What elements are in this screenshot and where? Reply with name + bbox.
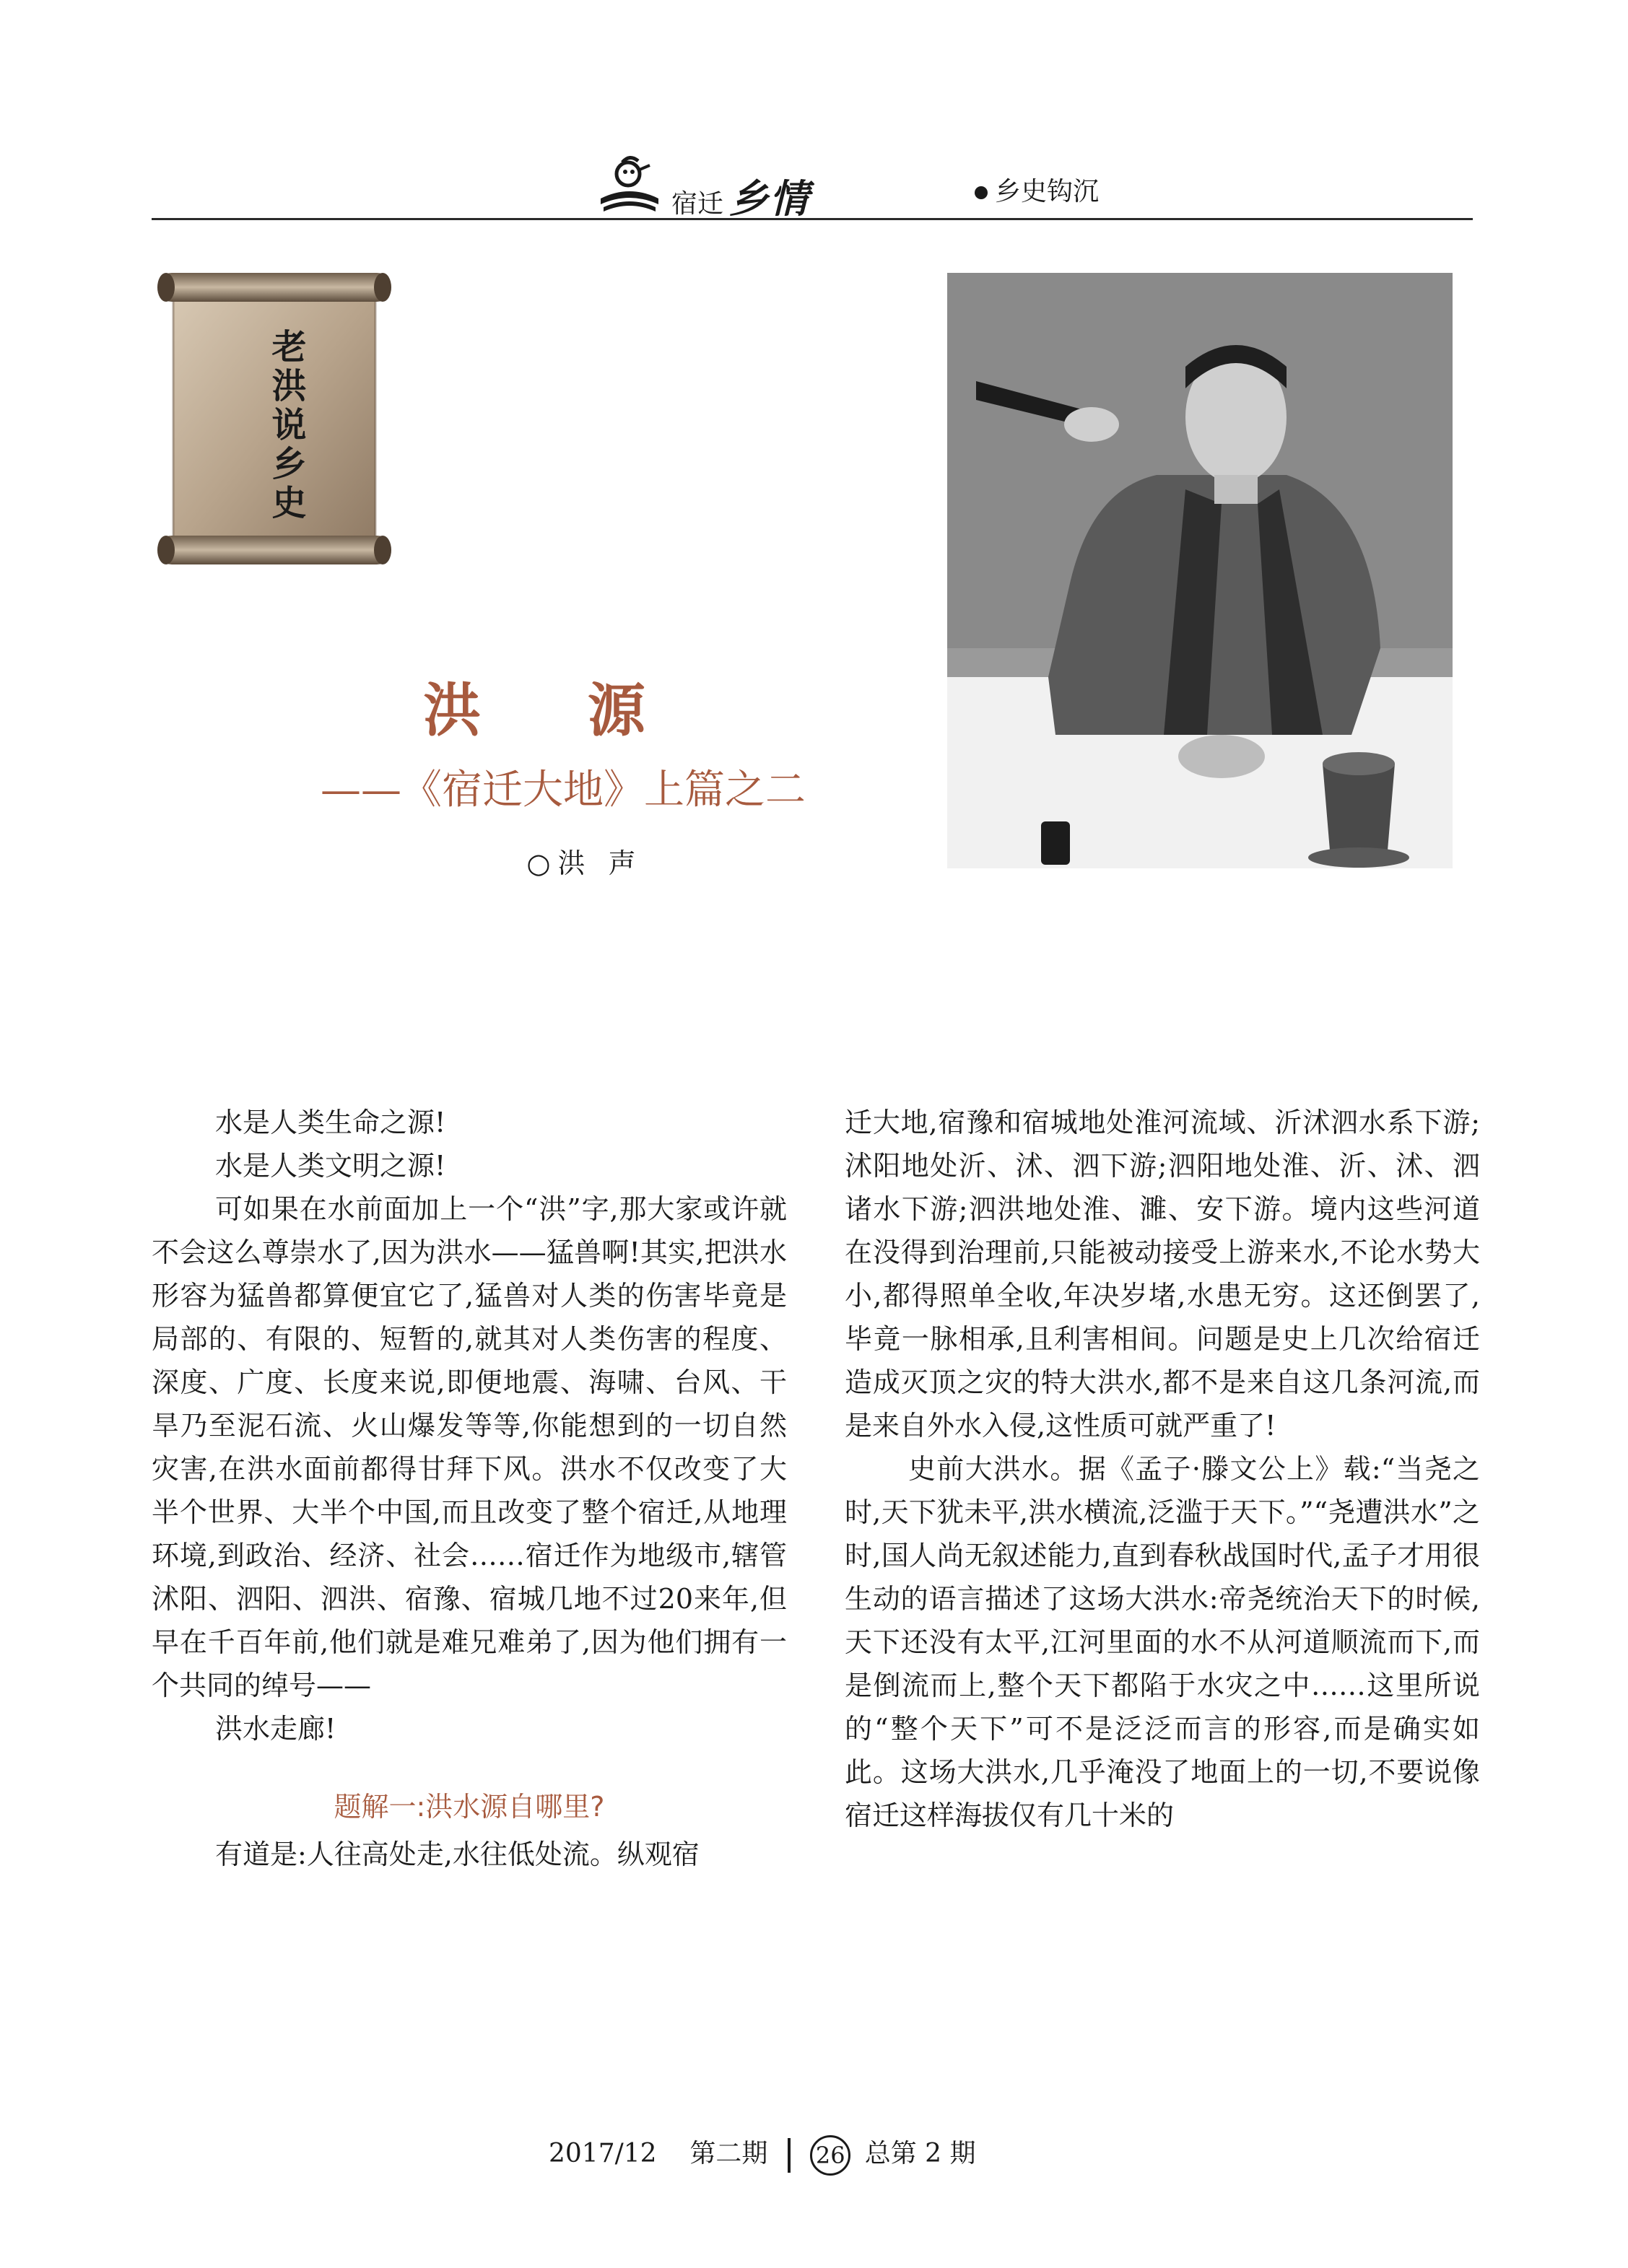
article-subtitle: ——《宿迁大地》上篇之二 [321, 767, 806, 814]
right-column [845, 1101, 1480, 1837]
left-column [152, 1101, 787, 1876]
magazine-logo-icon [593, 155, 666, 213]
total-issue: 总第 2 期 [864, 2139, 976, 2168]
section-name: 乡史钩沉 [995, 177, 1100, 206]
page-number: 26 [810, 2135, 850, 2176]
paragraph: 可如果在水前面加上一个“洪”字,那大家或许就不会这么尊崇水了,因为洪水——猛兽啊!其实,把洪水形容为猛兽都算便宜它了,猛兽对人类的伤害毕竟是局部的、有限的、短暂的,就其对人类伤害的程度、深度、广度、长度来说,即便地震、海啸、台风、干旱乃至泥石流、火山爆发等等,你能想到的一切自然灾害,在洪水面前都得甘拜下风。洪水不仅改变了大半个世界、大半个中国,而且改变了整个宿迁,从地理环境,到政治、经济、社会……宿迁作为地级市,辖管沭阳、泗阳、泗洪、宿豫、宿城几地不过20来年,但早在千百年前,他们就是难兄难弟了,因为他们拥有一个共同的绰号—— [152, 1193, 787, 1701]
paragraph: 水是人类生命之源! [215, 1107, 446, 1138]
issue-number: 第二期 [689, 2139, 768, 2168]
brand-small: 宿迁 [671, 189, 724, 219]
bullet-icon [975, 186, 988, 199]
column-scroll [152, 267, 397, 570]
magazine-brand [671, 168, 810, 224]
scroll-caption: 老洪说乡史 [266, 328, 306, 523]
header-divider [152, 218, 1473, 220]
storyteller-photo [947, 273, 1453, 868]
paragraph: 水是人类文明之源! [215, 1150, 446, 1182]
section-label [975, 171, 1099, 208]
page-footer [549, 2133, 1126, 2176]
issue-date: 2017/12 [549, 2139, 657, 2168]
paragraph: 迁大地,宿豫和宿城地处淮河流域、沂沭泗水系下游;沭阳地处沂、沭、泗下游;泗阳地处淮、沂、沭、泗诸水下游;泗洪地处淮、濉、安下游。境内这些河道在没得到治理前,只能被动接受上游来水,不论水势大小,都得照单全收,年决岁堵,水患无穷。这还倒罢了,毕竟一脉相承,且利害相间。问题是史上几次给宿迁造成灭顶之灾的特大洪水,都不是来自这几条河流,而是来自外水入侵,这性质可就严重了! [845, 1107, 1480, 1442]
paragraph: 有道是:人往高处走,水往低处流。纵观宿 [215, 1839, 700, 1870]
article-title: 洪 源 [423, 677, 689, 744]
paragraph: 史前大洪水。据《孟子·滕文公上》载:“当尧之时,天下犹未平,洪水横流,泛滥于天下。”“尧遭洪水”之时,国人尚无叙述能力,直到春秋战国时代,孟子才用很生动的语言描述了这场大洪水:帝尧统治天下的时候,天下还没有太平,江河里面的水不从河道顺流而下,而是倒流而上,整个天下都陷于水灾之中……这里所说的“整个天下”可不是泛泛而言的形容,而是确实如此。这场大洪水,几乎淹没了地面上的一切,不要说像宿迁这样海拔仅有几十米的 [845, 1453, 1480, 1831]
page-header [152, 148, 1473, 220]
paragraph: 洪水走廊! [215, 1713, 336, 1745]
footer-divider [788, 2138, 791, 2173]
brand-big: 乡情 [729, 176, 811, 222]
article-author: ○洪 声 [526, 847, 643, 879]
section-subheading: 题解一:洪水源自哪里? [334, 1791, 605, 1823]
